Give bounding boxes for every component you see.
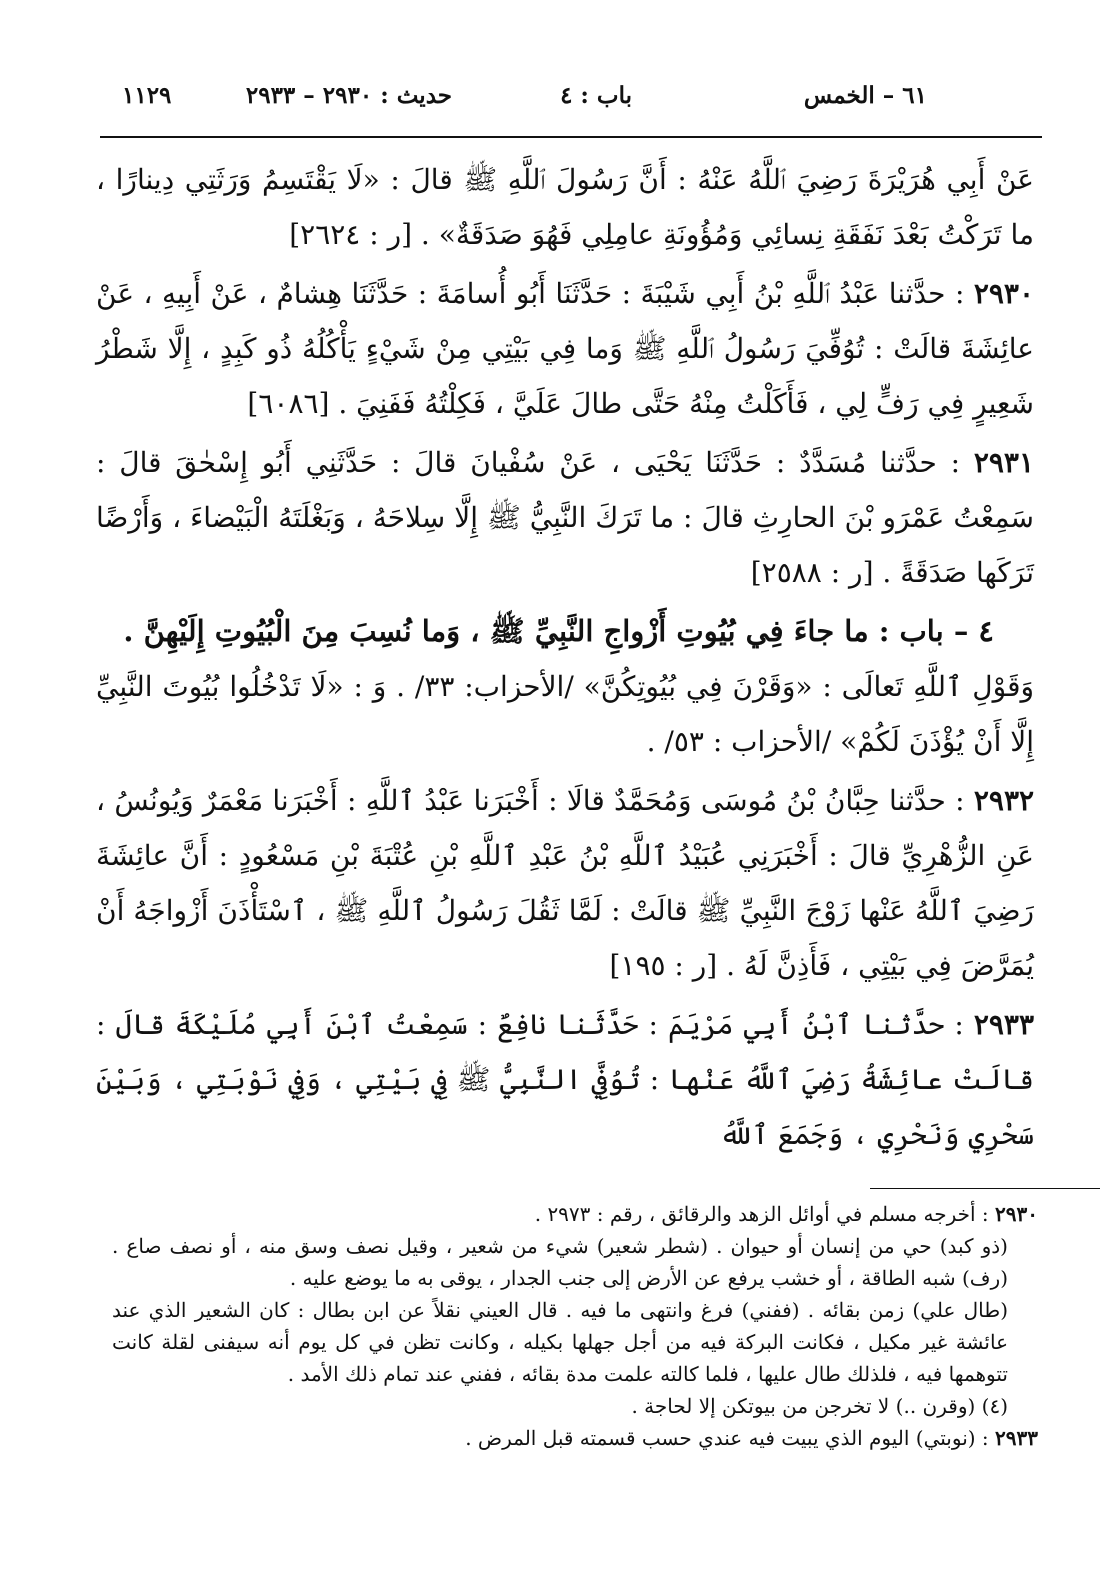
main-text	[96, 152, 1034, 1166]
cross-reference: [ر : ١٩٥]	[609, 949, 718, 982]
cross-reference: [ر : ٢٦٢٤]	[289, 218, 413, 251]
page-header	[86, 82, 1042, 120]
footnote-note: (طال علي) زمن بقائه . (ففني) فرغ وانتهى ما فيه . قال العيني نقلاً عن ابن بطال : كان الشعير الذي عند عائشة غير مكيل ، فكانت البركة فيه من أجل جهلها بكيله ، وكانت تظن في كل يوم أنه سيفنى لقلة كانت تتوهمها فيه ، فلذلك طال عليها ، فلما كالته علمت مدة بقائه ، ففني عند تمام ذلك الأمد .	[112, 1298, 1008, 1386]
footnote-note: (ذو كبد) حي من إنسان أو حيوان . (شطر شعير) شيء من شعير ، وقيل نصف وسق منه ، أو نصف صاع . (رف) شبه الطاقة ، أو خشب يرفع عن الأرض إلى جنب الجدار ، يوقى به ما يوضع عليه .	[112, 1234, 1008, 1290]
page-number: ١١٢٩	[122, 82, 172, 109]
hadith-2931	[96, 435, 1034, 600]
hadith-range: حديث : ٢٩٣٠ – ٢٩٣٣	[245, 82, 452, 109]
hadith-text: : حدَّثنا عَبْدُ ٱللَّهِ بْنُ أَبِي شَيْبَةَ : حَدَّثَنَا أَبُو أُسامَةَ : حَدَّثَنَا هِشامٌ ، عَنْ أَبِيهِ ، عَنْ عائِشَةَ قالَتْ : تُوُفِّيَ رَسُولُ ٱللَّهِ ﷺ وَما فِي بَيْتِي مِنْ شَيْءٍ يَأْكُلُهُ ذُو كَبِدٍ ، إِلَّا شَطْرُ شَعِيرٍ فِي رَفٍّ لِي ، فَأَكَلْتُ مِنْهُ حَتَّى طالَ عَلَيَّ ، فَكِلْتُهُ فَفَنِيَ .	[96, 277, 1034, 420]
hadith-2930	[96, 266, 1034, 431]
footnote-text: : (نوبتي) اليوم الذي يبيت فيه عندي حسب قسمته قبل المرض .	[465, 1426, 989, 1450]
hadith-text: : حدَّثنا ٱبْنُ أَبِي مَرْيَمَ : حَدَّثَنا نافِعٌ : سَمِعْتُ ٱبْنَ أَبِي مُلَيْكَةَ قالَ : قالَتْ عائِشَةُ رَضِيَ ٱللَّهُ عَنْها : تُوُفِّيَ النَّبِيُّ ﷺ فِي بَيْتِي ، وَفِي نَوْبَتِي ، وَبَيْنَ سَحْرِي وَنَحْرِي ، وَجَمَعَ ٱللَّهُ	[96, 1008, 1034, 1151]
bab-label: باب : ٤	[560, 82, 632, 109]
cross-reference: [٦٠٨٦]	[247, 387, 330, 420]
hadith-2932	[96, 773, 1034, 993]
hadith-text: : حدَّثنا حِبَّانُ بْنُ مُوسَى وَمُحَمَّدٌ قالَا : أَخْبَرَنا عَبْدُ ٱللَّهِ : أَخْبَرَنا مَعْمَرٌ وَيُونُسُ ، عَنِ الزُّهْرِيِّ قالَ : أَخْبَرَنِي عُبَيْدُ ٱللَّهِ بْنُ عَبْدِ ٱللَّهِ بْنِ عُتْبَةَ بْنِ مَسْعُودٍ : أَنَّ عائِشَةَ رَضِيَ ٱللَّهُ عَنْها زَوْجَ النَّبِيِّ ﷺ قالَتْ : لَمَّا ثَقُلَ رَسُولُ ٱللَّهِ ﷺ ، ٱسْتَأْذَنَ أَزْواجَهُ أَنْ يُمَرَّضَ فِي بَيْتِي ، فَأَذِنَّ لَهُ .	[96, 784, 1034, 982]
footnote-2930	[112, 1198, 1038, 1230]
hadith-2933	[96, 997, 1034, 1162]
hadith-number: ٢٩٣٠	[973, 277, 1034, 310]
chapter-title: ٦١ – الخمس	[803, 82, 927, 109]
footnotes	[112, 1198, 1038, 1454]
hadith-number: ٢٩٣١	[973, 446, 1034, 479]
hadith-number: ٢٩٣٣	[973, 1008, 1034, 1041]
footnote-2933	[112, 1422, 1038, 1454]
hadith-text: : حدَّثنا مُسَدَّدٌ : حَدَّثَنَا يَحْيَى ، عَنْ سُفْيانَ قالَ : حَدَّثَنِي أَبُو إِسْحٰقَ قالَ : سَمِعْتُ عَمْرَو بْنَ الحارِثِ قالَ : ما تَرَكَ النَّبِيُّ ﷺ إِلَّا سِلاحَهُ ، وَبَغْلَتَهُ الْبَيْضاءَ ، وَأَرْضًا تَرَكَها صَدَقَةً .	[96, 446, 1034, 589]
paragraph-text: عَنْ أَبِي هُرَيْرَةَ رَضِيَ ٱللَّهُ عَنْهُ : أَنَّ رَسُولَ ٱللَّهِ ﷺ قالَ : «لَا يَقْتَسِمُ وَرَثَتِي دِينارًا ، ما تَرَكْتُ بَعْدَ نَفَقَةِ نِسائِي وَمُؤُونَةِ عامِلِي فَهُوَ صَدَقَةٌ» .	[96, 163, 1034, 251]
footnote-rule	[870, 1188, 1100, 1189]
hadith-number: ٢٩٣٢	[973, 784, 1035, 817]
cross-reference: [ر : ٢٥٨٨]	[750, 556, 874, 589]
footnote-4: (٤) (وقرن ..) لا تخرجن من بيوتكن إلا لحاجة .	[631, 1394, 1008, 1418]
footnote-number: ٢٩٣٠	[995, 1202, 1038, 1226]
header-rule	[100, 136, 1042, 138]
footnote-text: : أخرجه مسلم في أوائل الزهد والرقائق ، رقم : ٢٩٧٣ .	[534, 1202, 989, 1226]
paragraph-abu-hurayra	[96, 152, 1034, 262]
footnote-number: ٢٩٣٣	[995, 1426, 1038, 1450]
chapter-heading: ٤ – باب : ما جاءَ فِي بُيُوتِ أَزْواجِ النَّبِيِّ ﷺ ، وَما نُسِبَ مِنَ الْبُيُوتِ إِلَيْهِنَّ .	[123, 614, 994, 648]
quran-verses: وَقَوْلِ ٱللَّهِ تَعالَى : «وَقَرْنَ فِي بُيُوتِكُنَّ» /الأحزاب: ٣٣/ . وَ : «لَا تَدْخُلُوا بُيُوتَ النَّبِيِّ إِلَّا أَنْ يُؤْذَنَ لَكُمْ» /الأحزاب : ٥٣/ .	[96, 670, 1034, 758]
